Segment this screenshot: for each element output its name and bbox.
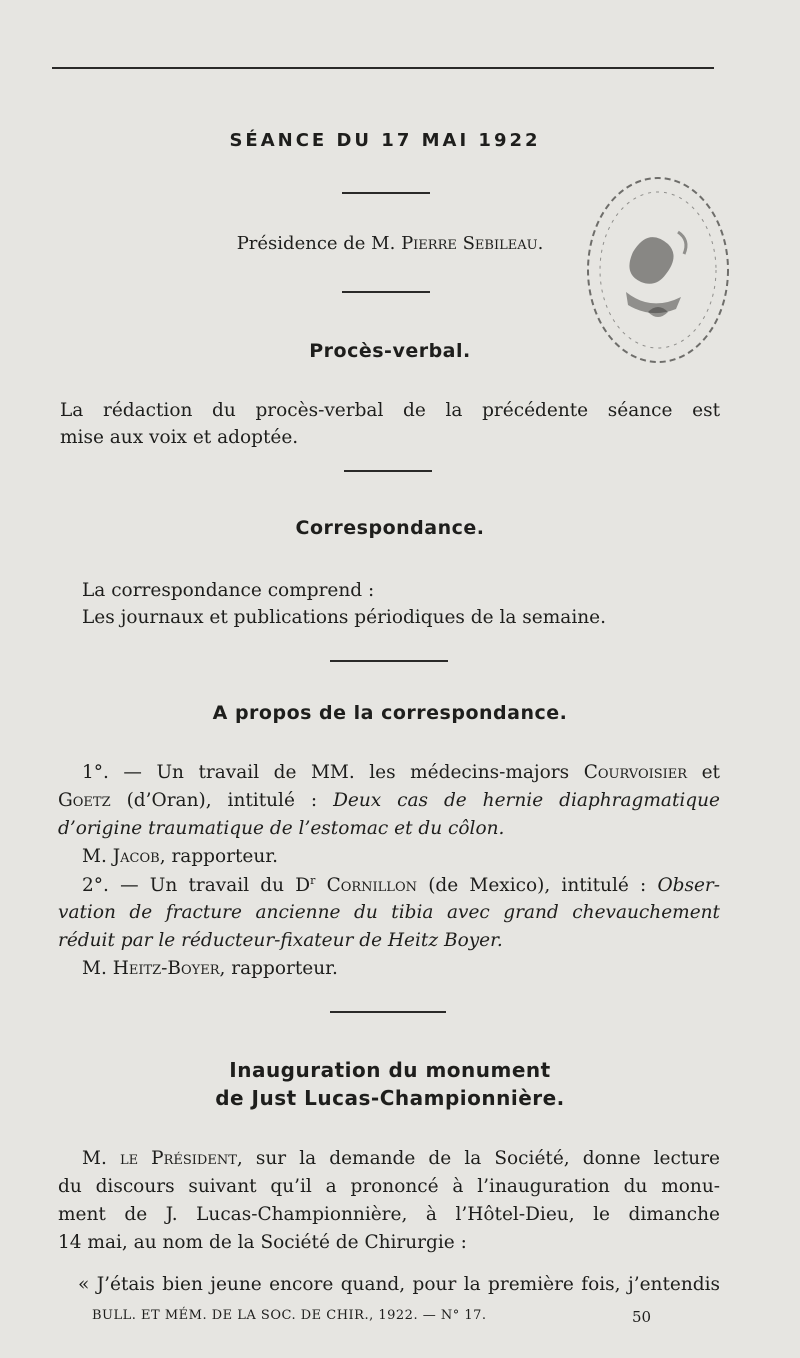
heading-correspondance: Correspondance. bbox=[295, 517, 485, 539]
item1-line-1: 1°. — Un travail de MM. les médecins-majors Courvoisier et bbox=[82, 762, 720, 783]
seance-title: SÉANCE DU 17 MAI 1922 bbox=[229, 130, 541, 151]
proces-verbal-line-2: mise aux voix et adoptée. bbox=[60, 427, 299, 448]
heading-inauguration-line-2: de Just Lucas-Championnière. bbox=[215, 1086, 565, 1110]
inauguration-line-2: du discours suivant qu’il a prononcé à l’inauguration du monu- bbox=[58, 1176, 720, 1197]
correspondance-line-2: Les journaux et publications périodiques de la semaine. bbox=[82, 607, 606, 628]
item2-line-1: 2°. — Un travail du $D^r$ Cornillon (de Mexico), intitulé : Obser- bbox=[82, 874, 720, 897]
item2-line-3: réduit par le réducteur-fixateur de Heitz Boyer. bbox=[58, 930, 503, 951]
item2-line-2: vation de fracture ancienne du tibia avec grand chevauchement bbox=[58, 902, 720, 923]
presidence-line: Présidence de M. Pierre Sebileau. bbox=[236, 233, 544, 254]
president-name: Pierre Sebileau. bbox=[401, 233, 544, 254]
quote-line-1: « J’étais bien jeune encore quand, pour la première fois, j’entendis bbox=[78, 1274, 720, 1295]
top-rule bbox=[52, 67, 714, 69]
footer-citation: BULL. ET MÉM. DE LA SOC. DE CHIR., 1922. — N° 17. bbox=[92, 1308, 487, 1323]
inauguration-line-3: ment de J. Lucas-Championnière, à l’Hôtel-Dieu, le dimanche bbox=[58, 1204, 720, 1225]
proces-verbal-line-1: La rédaction du procès-verbal de la précédente séance est bbox=[60, 400, 720, 421]
divider bbox=[330, 1011, 446, 1013]
inauguration-line-1: M. le Président, sur la demande de la Société, donne lecture bbox=[82, 1148, 720, 1169]
item2-rapporteur: M. Heitz-Boyer, rapporteur. bbox=[82, 958, 338, 979]
divider bbox=[342, 192, 430, 194]
heading-inauguration-line-1: Inauguration du monument bbox=[229, 1058, 551, 1082]
page-number: 50 bbox=[632, 1308, 652, 1326]
divider bbox=[342, 291, 430, 293]
heading-a-propos: A propos de la correspondance. bbox=[212, 702, 568, 724]
item1-line-2: Goetz (d’Oran), intitulé : Deux cas de hernie diaphragmatique bbox=[58, 790, 721, 811]
item1-rapporteur: M. Jacob, rapporteur. bbox=[82, 846, 278, 867]
heading-proces-verbal: Procès-verbal. bbox=[309, 340, 471, 362]
divider bbox=[344, 470, 432, 472]
item1-line-3: d’origine traumatique de l’estomac et du côlon. bbox=[58, 818, 505, 839]
divider bbox=[330, 660, 448, 662]
inauguration-line-4: 14 mai, au nom de la Société de Chirurgie : bbox=[58, 1232, 467, 1253]
correspondance-line-1: La correspondance comprend : bbox=[82, 580, 375, 601]
